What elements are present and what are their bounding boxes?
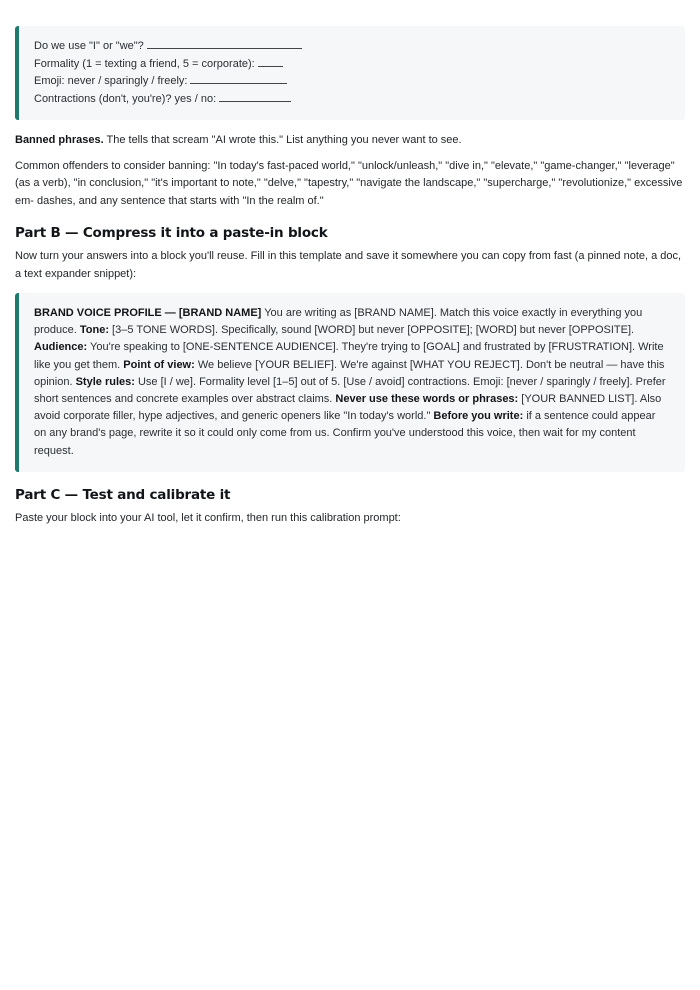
style-rules-text: Use [I / we]. Formality level [1–5] out of 5. [Use / avoid] contractions. Emoji: [never / sparingly / freely]. Prefer short sentences and concrete examples over abstract claims.: [34, 375, 666, 406]
audience-text: You're speaking to [ONE-SENTENCE AUDIENCE]. They're trying to [GOAL] and frustrated by [FRUSTRATION]. Write like you get them.: [34, 341, 664, 371]
profile-title: BRAND VOICE PROFILE — [BRAND NAME]: [34, 307, 262, 319]
banned-phrases-paragraph: [15, 132, 685, 150]
banned-phrases-text: The tells that scream "AI wrote this." List anything you never want to see.: [106, 134, 462, 146]
formality-answer-blank[interactable]: [258, 57, 283, 67]
before-you-write-text: if a sentence could appear on any brand's page, rewrite it so it could only come from us. Confirm you've understood this voice, then wait for my content request.: [34, 410, 656, 457]
never-use-text: [YOUR BANNED LIST]. Also avoid corporate filler, hype adjectives, and generic openers like "In today's world.": [34, 393, 662, 423]
tone-label: Tone:: [79, 324, 109, 337]
questionnaire-line-emoji: [34, 73, 669, 91]
before-you-write-label: Before you write:: [433, 410, 524, 423]
part-b-intro: Now turn your answers into a block you'll reuse. Fill in this template and save it somewhere you can copy from fast (a pinned note, a doc, a text expander snippet):: [15, 250, 682, 280]
part-c-intro: Paste your block into your AI tool, let it confirm, then run this calibration prompt:: [15, 511, 401, 524]
pronoun-question: Do we use "I" or "we"?: [34, 40, 144, 52]
point-of-view-text: We believe [YOUR BELIEF]. We're against [WHAT YOU REJECT]. Don't be neutral — have this opinion.: [34, 358, 665, 388]
emoji-answer-blank[interactable]: [190, 74, 287, 84]
style-rules-label: Style rules:: [75, 375, 135, 388]
point-of-view-label: Point of view:: [123, 358, 195, 371]
part-b-heading: Part B — Compress it into a paste-in block: [15, 225, 328, 241]
voice-questionnaire-callout: [15, 26, 685, 120]
part-c-heading: Part C — Test and calibrate it: [15, 486, 231, 503]
common-offenders-paragraph: Common offenders to consider banning: "In today's fast-paced world," "unlock/unleash," "dive in," "elevate," "game-changer," "leverage" (as a verb), "in conclusion," "it's important to note," "delve," "tapestry," "navigate the landscape," "supercharge," "revolutionize," excessive em- dashes, and any sentence that starts with "In the realm of.": [15, 159, 683, 207]
contractions-answer-blank[interactable]: [219, 92, 291, 102]
profile-intro-text: You are writing as [BRAND NAME]. Match this voice exactly in everything you produce.: [34, 307, 643, 337]
audience-label: Audience:: [34, 341, 88, 354]
pronoun-answer-blank[interactable]: [147, 39, 302, 49]
tone-text: [3–5 TONE WORDS]. Specifically, sound [WORD] but never [OPPOSITE]; [WORD] but never [OPPOSITE].: [109, 324, 635, 337]
never-use-label: Never use these words or phrases:: [335, 393, 519, 406]
questionnaire-line-formality: [34, 56, 669, 74]
emoji-question: Emoji: never / sparingly / freely:: [34, 75, 188, 87]
brand-voice-profile-block: [15, 293, 685, 472]
contractions-question: Contractions (don't, you're)? yes / no:: [34, 92, 217, 105]
banned-phrases-label: Banned phrases.: [15, 134, 104, 146]
questionnaire-line-pronoun: [34, 38, 669, 56]
document-page: [15, 26, 685, 527]
formality-question: Formality (1 = texting a friend, 5 = corporate):: [34, 57, 255, 70]
questionnaire-line-contractions: [34, 91, 669, 109]
